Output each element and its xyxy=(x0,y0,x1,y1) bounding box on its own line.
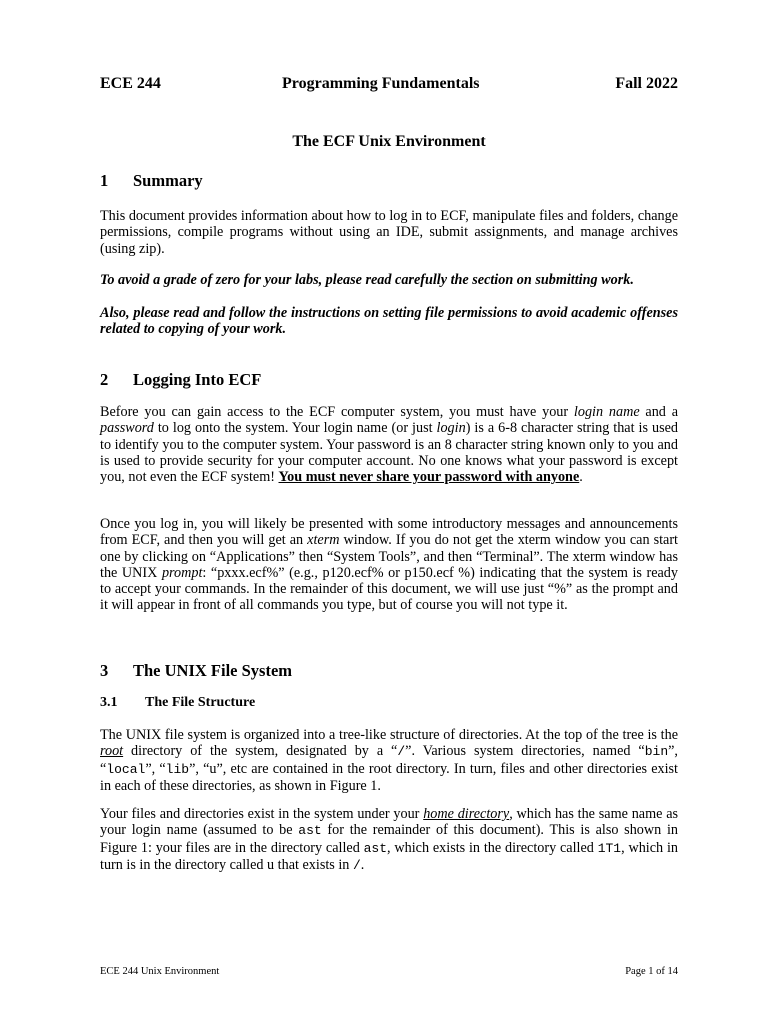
section-2-heading xyxy=(100,370,261,390)
document-title: The ECF Unix Environment xyxy=(292,133,486,150)
root-term: root xyxy=(100,743,124,760)
subsection-3-1-heading xyxy=(100,695,255,711)
course-term: Fall 2022 xyxy=(615,75,678,92)
permissions-warning: Also, please read and follow the instructions on setting file permissions to avoid academic offenses related to copying of your work. xyxy=(100,305,678,338)
login-term: login xyxy=(436,420,466,437)
section-number: 1 xyxy=(100,171,109,190)
page-header xyxy=(100,75,678,97)
subsection-title: The File Structure xyxy=(145,695,256,710)
section-number: 2 xyxy=(100,370,109,389)
login-paragraph: Before you can gain access to the ECF computer system, you must have your login name and a password to log onto the system. Your login name (or just login) is a 6-8 character string that is used to identify you to the computer system. Your password is an 8 character string known only to you and is used to provide security for your computer account. No one knows what your password is except you, not even the ECF system! You must never share your password with anyone. xyxy=(100,404,678,486)
bin-dir: bin xyxy=(644,744,669,760)
password-term: password xyxy=(100,420,154,437)
ast-dir: ast xyxy=(363,840,388,856)
section-title: Summary xyxy=(133,171,203,190)
section-title: The UNIX File System xyxy=(133,661,293,680)
prompt-term: prompt xyxy=(161,564,203,581)
file-structure-paragraph: The UNIX file system is organized into a tree-like structure of directories. At the top of the tree is the root directory of the system, designated by a “/”. Various system directories, named “bin”, “local”, “lib”, “u”, etc are contained in the root directory. In turn, files and other directories exist in each of these directories, as shown in Figure 1. xyxy=(100,727,678,794)
local-dir: local xyxy=(106,761,146,777)
password-warning: You must never share your password with anyone xyxy=(278,469,580,486)
section-3-heading xyxy=(100,661,292,681)
ast-dir: ast xyxy=(298,823,322,839)
subsection-number: 3.1 xyxy=(100,695,118,710)
home-directory-term: home directory xyxy=(423,806,510,822)
footer-title: ECE 244 Unix Environment xyxy=(100,966,220,977)
page-number: Page 1 of 14 xyxy=(625,966,678,977)
course-subject: Programming Fundamentals xyxy=(282,75,480,92)
xterm-term: xterm xyxy=(307,532,340,549)
section-1-heading xyxy=(100,171,203,191)
section-number: 3 xyxy=(100,661,109,680)
section-title: Logging Into ECF xyxy=(133,370,262,389)
1t1-dir: 1T1 xyxy=(597,840,622,856)
home-directory-paragraph: Your files and directories exist in the system under your home directory, which has the same name as your login name (assumed to be ast for the remainder of this document). This is also shown in Figure 1: your files are in the directory called ast, which exists in the directory called 1T1, which in turn is in the directory called u that exists in /. xyxy=(100,806,679,873)
course-code: ECE 244 xyxy=(100,75,161,92)
summary-paragraph: This document provides information about how to log in to ECF, manipulate files and folders, change permissions, compile programs without using an IDE, submit assignments, and manage archives (using zip). xyxy=(100,208,678,257)
lib-dir: lib xyxy=(165,761,190,777)
xterm-paragraph: Once you log in, you will likely be presented with some introductory messages and announcements from ECF, and then you will get an xterm window. If you do not get the xterm window you can start one by clicking on “Applications” then “System Tools”, and then “Terminal”. The xterm window has the UNIX prompt: “pxxx.ecf%” (e.g., p120.ecf% or p150.ecf %) indicating that the system is ready to accept your commands. In the remainder of this document, we will use just “%” as the prompt and it will appear in front of all commands you type, but of course you will not type it. xyxy=(100,516,678,614)
login-name-term: login name xyxy=(573,404,640,420)
document-page xyxy=(100,0,678,1024)
grade-warning: To avoid a grade of zero for your labs, please read carefully the section on submitting work. xyxy=(100,272,634,288)
